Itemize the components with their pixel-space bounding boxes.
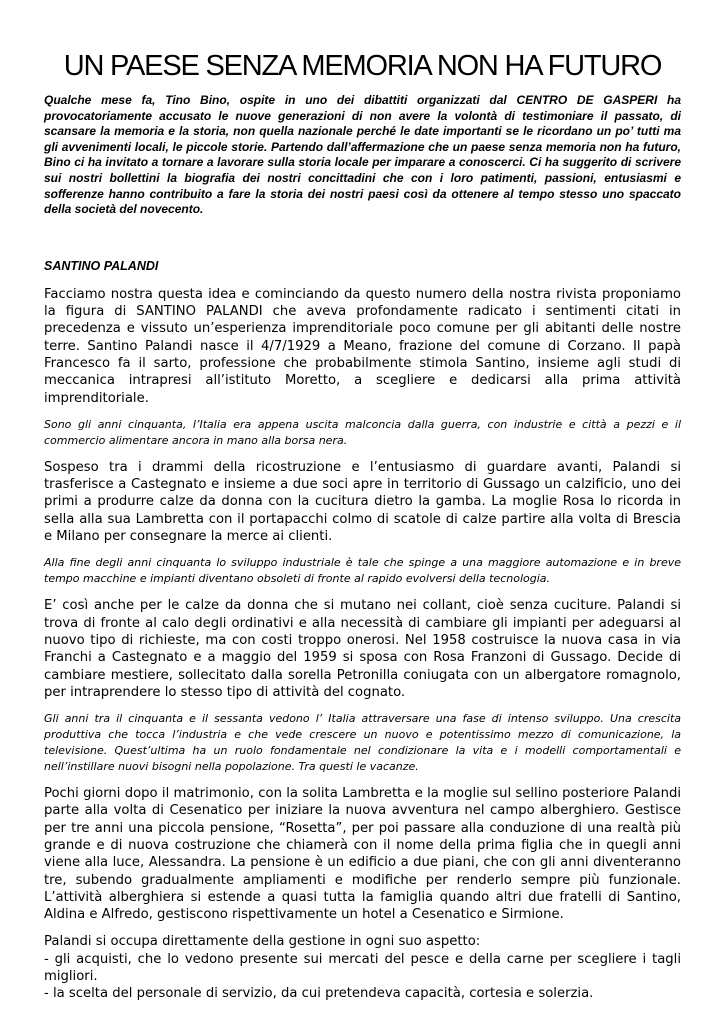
body-paragraph-2: Sospeso tra i drammi della ricostruzione e l’entusiasmo di guardare avanti, Palandi si trasferisce a Castegnato e insieme a due soci apre in territorio di Gussago un calzificio, uno dei primi a produrre calze da donna con la cucitura dietro la gamba. La moglie Rosa lo ricorda in sella alla sua Lambretta con il portapacchi colmo di scatole di calze partire alla volta di Brescia e Milano per consegnare la merce ai clienti. [44, 459, 681, 545]
historical-note-1: Sono gli anni cinquanta, l’Italia era appena uscita malconcia dalla guerra, con industrie e città a pezzi e il commercio alimentare ancora in mano alla borsa nera. [44, 417, 681, 447]
list-item: - la scelta del personale di servizio, da cui pretendeva capacità, cortesia e solerzia. [44, 986, 594, 1002]
body-paragraph-1: Facciamo nostra questa idea e cominciando da questo numero della nostra rivista proponiamo la figura di SANTINO PALANDI che aveva profondamente radicato i sentimenti citati in precedenza e vissuto un’esperienza imprenditoriale poco comune per gli abitanti delle nostre terre. Santino Palandi nasce il 4/7/1929 a Meano, frazione del comune di Corzano. Il papà Francesco fa il sarto, professione che probabilmente stimola Santino, insieme agli studi di meccanica intrapresi all’istituto Moretto, a scegliere e dedicarsi alla prima attività imprenditoriale. [44, 286, 681, 406]
page-title: UN PAESE SENZA MEMORIA NON HA FUTURO [63, 50, 662, 82]
section-heading: SANTINO PALANDI [44, 258, 159, 273]
intro-paragraph: Qualche mese fa, Tino Bino, ospite in uno dei dibattiti organizzati dal CENTRO DE GASPERI ha provocatoriamente accusato le nuove generazioni di non avere la volontà di testimoniare il passato, di scansare la memoria e la storia, non quella nazionale perché le date importanti se le ricordano un po’ tutti ma gli avvenimenti locali, le piccole storie. Partendo dall’affermazione che un paese senza memoria non ha futuro, Bino ci ha invitato a tornare a lavorare sulla storia locale per imparare a conoscerci. Ci ha suggerito di scrivere sui nostri bollettini la biografia dei nostri concittadini che con i loro patimenti, passioni, entusiasmi e sofferenze hanno contribuito a fare la storia dei nostri paesi così da ottenere al tempo stesso uno spaccato della società del novecento. [44, 93, 681, 217]
historical-note-3: Gli anni tra il cinquanta e il sessanta vedono l’ Italia attraversare una fase di intenso sviluppo. Una crescita produttiva che tocca l’industria e che vede crescere un nuovo e potentissimo mezzo di comunicazione, la televisione. Quest’ultima ha un ruolo fondamentale nel condizionare la vita e i modelli comportamentali e nell’instillare nuovi bisogni nella popolazione. Tra questi le vacanze. [44, 712, 681, 774]
list-item: - gli acquisti, che lo vedono presente sui mercati del pesce e della carne per scegliere i tagli migliori. [44, 951, 681, 985]
body-paragraph-3: E’ così anche per le calze da donna che si mutano nei collant, cioè senza cuciture. Palandi si trova di fronte al calo degli ordinativi e alla necessità di cambiare gli impianti per adeguarsi al nuovo tipo di richieste, ma con costi troppo onerosi. Nel 1958 costruisce la nuova casa in via Franchi a Castegnato e a maggio del 1959 si sposa con Rosa Franzoni di Gussago. Decide di cambiare mestiere, sollecitato dalla sorella Petronilla coniugata con un albergatore romagnolo, per intraprendere lo stesso tipo di attività del cognato. [44, 598, 681, 700]
body-paragraph-5 [44, 933, 681, 1002]
body-paragraph-4: Pochi giorni dopo il matrimonio, con la solita Lambretta e la moglie sul sellino posteriore Palandi parte alla volta di Cesenatico per iniziare la nuova avventura nel campo alberghiero. Gestisce per tre anni una piccola pensione, “Rosetta”, per poi passare alla conduzione di una realtà più grande e di nuova costruzione che chiamerà con il nome della prima figlia che in quegli anni viene alla luce, Alessandra. La pensione è un edificio a due piani, che con gli anni diventeranno tre, subendo gradualmente ampliamenti e modifiche per renderlo sempre più funzionale. L’attività alberghiera si estende a quasi tutta la famiglia quando altri due fratelli di Santino, Aldina e Alfredo, gestiscono rispettivamente un hotel a Cesenatico e Sirmione. [44, 786, 681, 923]
management-intro-line: Palandi si occupa direttamente della gestione in ogni suo aspetto: [44, 934, 481, 950]
historical-note-2: Alla fine degli anni cinquanta lo sviluppo industriale è tale che spinge a una maggiore automazione e in breve tempo macchine e impianti diventano obsoleti di fronte al rapido evolversi della tecnologia. [44, 556, 681, 586]
document-page [44, 0, 681, 1003]
